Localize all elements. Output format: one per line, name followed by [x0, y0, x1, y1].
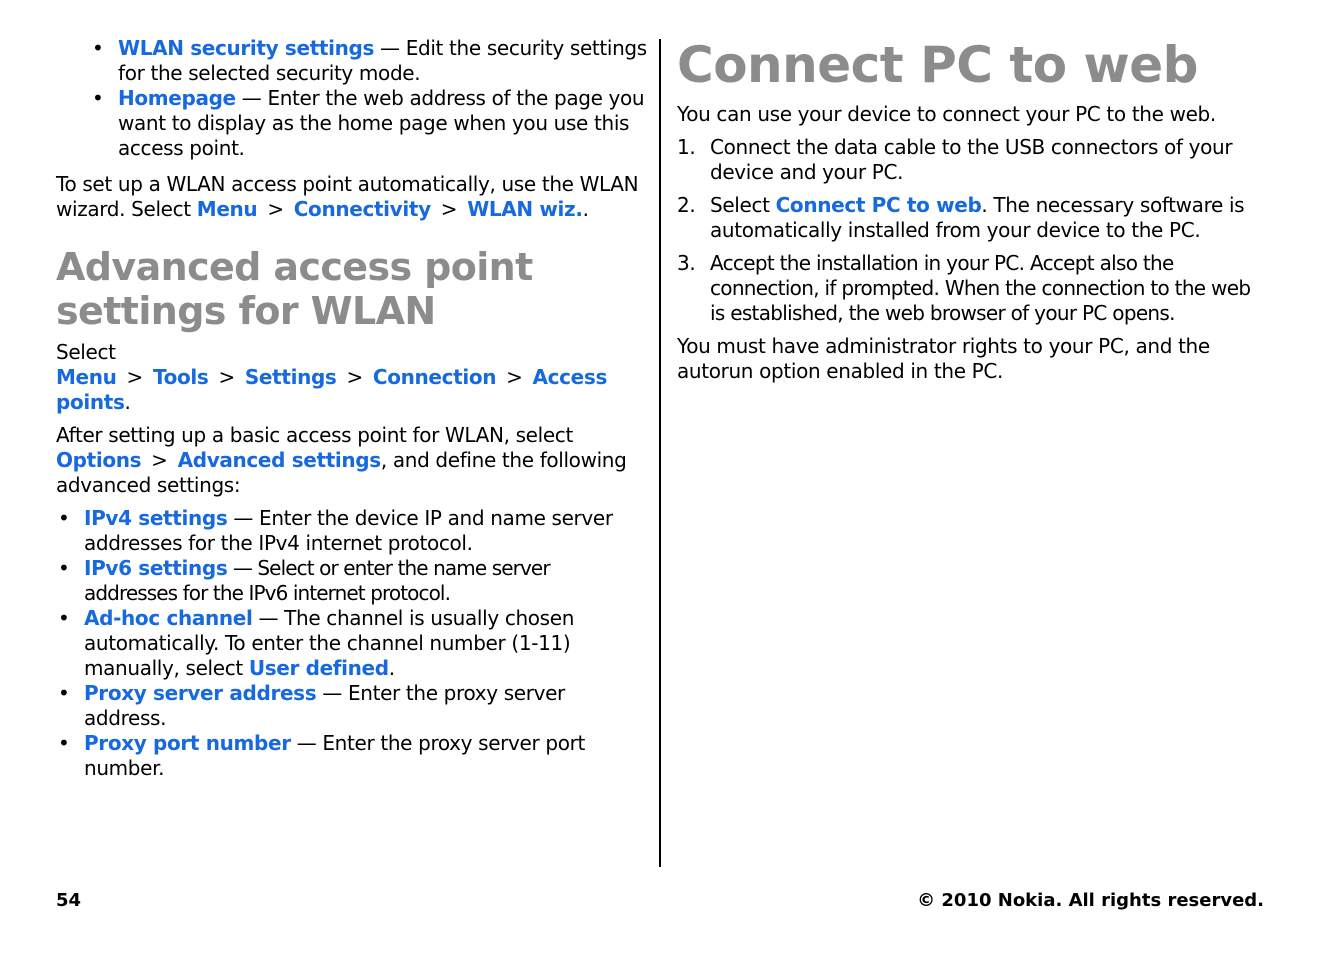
list-item — [56, 556, 648, 606]
path-separator: > — [218, 365, 235, 389]
menu-link[interactable]: Menu — [196, 197, 258, 221]
list-item-desc: . — [388, 656, 395, 680]
left-column — [56, 36, 648, 781]
step-text: . The necessary software is automatically installed from your device to the PC. — [710, 193, 1245, 242]
list-item-desc: — Enter the web address of the page you want to display as the home page when you use this access point. — [118, 86, 645, 160]
wlan-wiz-link[interactable]: WLAN wiz. — [467, 197, 583, 221]
connectivity-link[interactable]: Connectivity — [293, 197, 431, 221]
advanced-heading: Advanced access point settings for WLAN — [56, 245, 533, 333]
ad-hoc-channel-link[interactable]: Ad-hoc channel — [84, 606, 253, 630]
list-item-desc: — Edit the security settings for the selected security mode. — [118, 36, 647, 85]
step-number: 2. — [677, 193, 696, 217]
access-points-link[interactable]: Access points — [56, 365, 608, 414]
ipv6-settings-link[interactable]: IPv6 settings — [84, 556, 228, 580]
path-separator: > — [126, 365, 143, 389]
para-text: . — [582, 197, 589, 221]
step-number: 3. — [677, 251, 696, 275]
para-text: After setting up a basic access point for WLAN, select — [56, 423, 573, 447]
step-text: Select — [710, 193, 776, 217]
column-divider — [659, 39, 661, 867]
connect-pc-to-web-link[interactable]: Connect PC to web — [775, 193, 982, 217]
list-item — [90, 86, 648, 161]
advanced-settings-list — [56, 506, 648, 781]
steps-list — [677, 135, 1269, 326]
page-title: Connect PC to web — [677, 36, 1198, 94]
path-separator: > — [506, 365, 523, 389]
path-separator: > — [346, 365, 363, 389]
list-item-desc: — Enter the proxy server address. — [84, 681, 565, 730]
copyright: © 2010 Nokia. All rights reserved. — [917, 890, 1264, 911]
closing-paragraph: You must have administrator rights to your PC, and the autorun option enabled in the PC. — [677, 334, 1210, 383]
para-text: . — [124, 390, 131, 414]
after-setup-paragraph — [56, 423, 648, 498]
advanced-settings-link[interactable]: Advanced settings — [177, 448, 381, 472]
wlan-security-settings-link[interactable]: WLAN security settings — [118, 36, 375, 60]
tools-link[interactable]: Tools — [152, 365, 209, 389]
step-text: Connect the data cable to the USB connectors of your device and your PC. — [710, 135, 1233, 184]
homepage-link[interactable]: Homepage — [118, 86, 236, 110]
wlan-wizard-paragraph — [56, 172, 648, 222]
select-path-paragraph — [56, 340, 648, 415]
ipv4-settings-link[interactable]: IPv4 settings — [84, 506, 228, 530]
step-item — [677, 193, 1269, 243]
intro-paragraph: You can use your device to connect your PC to the web. — [677, 102, 1216, 126]
list-item — [56, 681, 648, 731]
list-item — [56, 606, 648, 681]
list-item-desc: — Enter the device IP and name server addresses for the IPv4 internet protocol. — [84, 506, 613, 555]
step-number: 1. — [677, 135, 696, 159]
list-item-desc: — The channel is usually chosen automatically. To enter the channel number (1-11) manually, select — [84, 606, 575, 680]
security-settings-list — [90, 36, 648, 161]
right-column — [677, 36, 1269, 384]
para-text: Select — [56, 340, 116, 364]
proxy-port-number-link[interactable]: Proxy port number — [84, 731, 291, 755]
settings-link[interactable]: Settings — [244, 365, 337, 389]
step-text: Accept the installation in your PC. Accept also the connection, if prompted. When the connection to the web is established, the web browser of your PC opens. — [710, 251, 1251, 325]
page-number: 54 — [56, 890, 82, 911]
user-defined-link[interactable]: User defined — [248, 656, 389, 680]
para-text: , and define the following advanced settings: — [56, 448, 627, 497]
para-text: To set up a WLAN access point automatically, use the WLAN wizard. Select — [56, 172, 639, 221]
step-item — [677, 135, 1269, 185]
list-item — [90, 36, 648, 86]
list-item-desc: — Enter the proxy server port number. — [84, 731, 585, 780]
list-item — [56, 731, 648, 781]
path-separator: > — [267, 197, 284, 221]
list-item — [56, 506, 648, 556]
path-separator: > — [440, 197, 458, 221]
menu-link[interactable]: Menu — [56, 365, 117, 389]
proxy-server-address-link[interactable]: Proxy server address — [84, 681, 317, 705]
step-item — [677, 251, 1269, 326]
options-link[interactable]: Options — [56, 448, 142, 472]
connection-link[interactable]: Connection — [372, 365, 497, 389]
list-item-desc: — Select or enter the name server addresses for the IPv6 internet protocol. — [84, 556, 550, 605]
path-separator: > — [151, 448, 168, 472]
